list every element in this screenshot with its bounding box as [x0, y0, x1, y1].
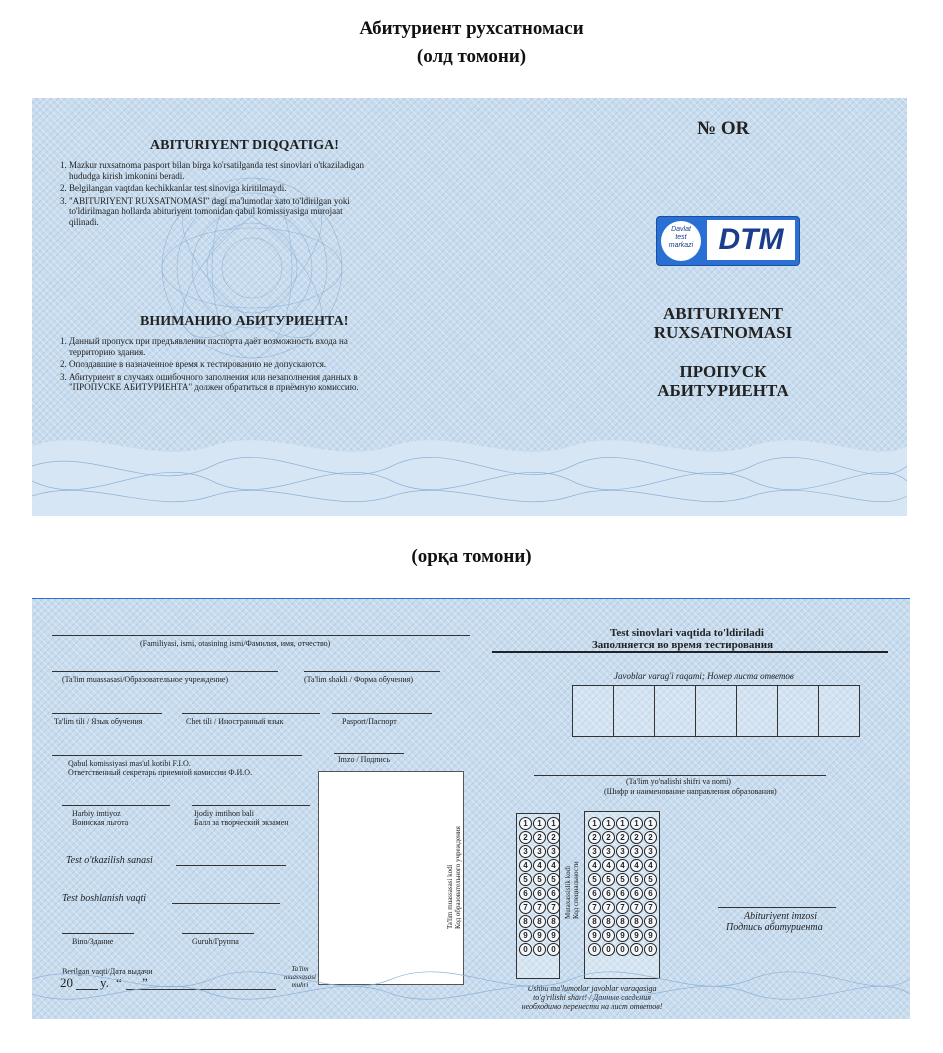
digit-bubble[interactable]: 6 [533, 887, 546, 900]
digit-bubble[interactable]: 3 [519, 845, 532, 858]
passport-label: Pasport/Паспорт [342, 717, 397, 726]
digit-bubble[interactable]: 2 [644, 831, 657, 844]
dtm-logo-emblem [661, 221, 701, 261]
bubble-column [519, 817, 531, 957]
direction-label-ru: (Шифр и наименование направления образования) [604, 787, 777, 796]
digit-bubble[interactable]: 3 [588, 845, 601, 858]
secretary-label [68, 759, 252, 777]
digit-bubble[interactable]: 7 [519, 901, 532, 914]
document-title: Абитуриент рухсатномаси [359, 18, 584, 39]
spec-code-label-ru: Код специальности [572, 861, 580, 919]
digit-bubble[interactable]: 7 [616, 901, 629, 914]
creative-label-uz: Ijodiy imtihon bali [194, 809, 254, 818]
digit-bubble[interactable]: 1 [630, 817, 643, 830]
group-line [182, 933, 254, 934]
digit-bubble[interactable]: 9 [630, 929, 643, 942]
digit-bubble[interactable]: 3 [533, 845, 546, 858]
title-uz [612, 304, 834, 342]
uz-item: 2. Belgilangan vaqtdan kechikkanlar test sinoviga kiritilmaydi. [60, 183, 287, 193]
bubble-column [547, 817, 559, 957]
digit-bubble[interactable]: 8 [630, 915, 643, 928]
issued-year-suffix: y. [100, 975, 109, 990]
spec-code-label [564, 861, 580, 919]
digit-bubble[interactable]: 1 [644, 817, 657, 830]
digit-bubble[interactable]: 3 [547, 845, 560, 858]
building-label: Bino/Здание [72, 937, 114, 946]
pass-number: № OR [697, 118, 750, 139]
secretary-label-uz: Qabul komissiyasi mas'ul kotibi F.I.O. [68, 759, 191, 768]
digit-bubble[interactable]: 1 [547, 817, 560, 830]
group-label: Guruh/Группа [192, 937, 239, 946]
answer-digit-box[interactable] [613, 685, 655, 737]
issued-quote-close: ” [142, 975, 148, 990]
digit-bubble[interactable]: 8 [616, 915, 629, 928]
digit-bubble[interactable]: 3 [602, 845, 615, 858]
digit-bubble[interactable]: 4 [644, 859, 657, 872]
digit-bubble[interactable]: 2 [616, 831, 629, 844]
digit-bubble[interactable]: 2 [588, 831, 601, 844]
digit-bubble[interactable]: 3 [616, 845, 629, 858]
transfer-note-line: необходимо перенести на лист ответов! [521, 1002, 663, 1011]
digit-bubble[interactable]: 6 [519, 887, 532, 900]
uz-attention-heading: ABITURIYENT DIQQATIGA! [150, 138, 339, 153]
digit-bubble[interactable]: 9 [644, 929, 657, 942]
direction-label-uz: (Ta'lim yo'nalishi shifri va nomi) [626, 777, 731, 786]
digit-bubble[interactable]: 1 [519, 817, 532, 830]
bubble-column [602, 817, 614, 957]
digit-bubble[interactable]: 5 [602, 873, 615, 886]
answer-digit-box[interactable] [654, 685, 696, 737]
digit-bubble[interactable]: 6 [616, 887, 629, 900]
secretary-label-ru: Ответственный секретарь приемной комиссии Ф.И.О. [68, 768, 253, 777]
digit-bubble[interactable]: 1 [588, 817, 601, 830]
digit-bubble[interactable]: 0 [630, 943, 643, 956]
test-start-label: Test boshlanish vaqti [62, 893, 147, 904]
title-uz-line: ABITURIYENT [663, 304, 783, 323]
uz-item: hududga kirish imkonini beradi. [60, 170, 185, 181]
building-line [62, 933, 134, 934]
ru-item: территорию здания. [60, 346, 146, 357]
ru-item: 3. Абитуриент в случаях ошибочного заполнения или незаполнения данных в [60, 371, 358, 382]
digit-bubble[interactable]: 4 [602, 859, 615, 872]
edu-code-label [446, 826, 462, 929]
digit-bubble[interactable]: 1 [602, 817, 615, 830]
digit-bubble[interactable]: 2 [547, 831, 560, 844]
dtm-logo [656, 216, 800, 266]
digit-bubble[interactable]: 9 [547, 929, 560, 942]
uz-item: 3. "ABITURIYENT RUXSATNOMASI" dagi ma'lumotlar xato to'ldirilgan yoki [60, 195, 350, 206]
digit-bubble[interactable]: 7 [547, 901, 560, 914]
edu-code-label-ru: Код образовательного учреждения [454, 826, 462, 929]
digit-bubble[interactable]: 5 [616, 873, 629, 886]
bubble-column [630, 817, 642, 957]
applicant-sign-line [718, 907, 836, 908]
wave-pattern [32, 949, 910, 1019]
lang-label: Ta'lim tili / Язык обучения [54, 717, 143, 726]
foreign-line [182, 713, 320, 714]
spec-code-label-uz: Mutaxassislik kodi [564, 865, 572, 919]
digit-bubble[interactable]: 9 [588, 929, 601, 942]
sign-label: Imzo / Подпись [338, 755, 391, 764]
issued-label: Berilgan vaqti/Дата выдачи [62, 967, 153, 976]
digit-bubble[interactable]: 5 [547, 873, 560, 886]
digit-bubble[interactable]: 5 [588, 873, 601, 886]
digit-bubble[interactable]: 0 [519, 943, 532, 956]
digit-bubble[interactable]: 8 [602, 915, 615, 928]
digit-bubble[interactable]: 0 [547, 943, 560, 956]
seal-line: Ta'lim [291, 965, 309, 973]
edu-label: (Ta'lim muassasasi/Образовательное учреждение) [62, 675, 229, 684]
digit-bubble[interactable]: 4 [533, 859, 546, 872]
test-date-line [176, 865, 286, 866]
digit-bubble[interactable]: 9 [519, 929, 532, 942]
front-card [32, 98, 907, 516]
uz-item: 1. Mazkur ruxsatnoma pasport bilan birga ko'rsatilganda test sinovlari o'tkaziladigan [60, 160, 365, 170]
digit-bubble[interactable]: 4 [616, 859, 629, 872]
ru-item: "ПРОПУСКЕ АБИТУРИЕНТА" должен обратиться в приёмную комиссию. [60, 382, 359, 392]
military-label-uz: Harbiy imtiyoz [72, 809, 121, 818]
bubble-column [644, 817, 656, 957]
digit-bubble[interactable]: 7 [533, 901, 546, 914]
digit-bubble[interactable]: 2 [519, 831, 532, 844]
title-uz-line: RUXSATNOMASI [653, 323, 793, 342]
digit-bubble[interactable]: 6 [630, 887, 643, 900]
uz-item: to'ldirilmagan hollarda abituriyent tomonidan qabul komissiyasiga murojaat [60, 206, 343, 216]
edu-line [52, 671, 278, 672]
digit-bubble[interactable]: 5 [519, 873, 532, 886]
creative-label-ru: Балл за творческий экзамен [194, 818, 289, 827]
digit-bubble[interactable]: 2 [602, 831, 615, 844]
issued-year-prefix: 20 [60, 975, 73, 990]
digit-bubble[interactable]: 0 [533, 943, 546, 956]
bubble-column [533, 817, 545, 957]
wave-pattern [32, 426, 907, 516]
digit-bubble[interactable]: 7 [630, 901, 643, 914]
digit-bubble[interactable]: 8 [547, 915, 560, 928]
lang-line [52, 713, 162, 714]
digit-bubble[interactable]: 6 [644, 887, 657, 900]
digit-bubble[interactable]: 9 [533, 929, 546, 942]
title-ru [612, 362, 834, 400]
digit-bubble[interactable]: 5 [630, 873, 643, 886]
digit-bubble[interactable]: 4 [519, 859, 532, 872]
fill-note-rule [492, 651, 888, 653]
creative-label [194, 809, 289, 827]
digit-bubble[interactable]: 8 [533, 915, 546, 928]
creative-line [192, 805, 310, 806]
military-line [62, 805, 170, 806]
digit-bubble[interactable]: 4 [588, 859, 601, 872]
digit-bubble[interactable]: 1 [616, 817, 629, 830]
digit-bubble[interactable]: 8 [519, 915, 532, 928]
seal-line: muhri [291, 981, 309, 989]
answer-digit-box[interactable] [818, 685, 860, 737]
form-label: (Ta'lim shakli / Форма обучения) [304, 675, 413, 684]
ru-item: 1. Данный пропуск при предъявлении паспорта даёт возможность входа на [60, 336, 348, 346]
fio-line [52, 635, 470, 636]
back-card [32, 598, 910, 1019]
uz-item: qilinadi. [60, 216, 99, 227]
digit-bubble[interactable]: 7 [588, 901, 601, 914]
digit-bubble[interactable]: 5 [533, 873, 546, 886]
foreign-label: Chet tili / Иностранный язык [186, 717, 284, 726]
answer-digit-box[interactable] [695, 685, 737, 737]
answer-digit-box[interactable] [736, 685, 778, 737]
fio-label: (Familiyasi, ismi, otasining ismi/Фамилия, имя, отчество) [140, 639, 331, 648]
front-side-label: (олд томони) [416, 46, 527, 67]
applicant-sign-uz: Abituriyent imzosi [744, 911, 818, 922]
digit-bubble[interactable]: 3 [630, 845, 643, 858]
digit-bubble[interactable]: 0 [588, 943, 601, 956]
title-ru-line: АБИТУРИЕНТА [657, 381, 789, 400]
military-label-ru: Воинская льгота [72, 818, 129, 827]
logo-line: markazi [668, 242, 694, 249]
direction-line [534, 775, 826, 776]
digit-bubble[interactable]: 4 [547, 859, 560, 872]
dtm-logo-text: DTM [707, 220, 795, 260]
answer-digit-box[interactable] [572, 685, 614, 737]
digit-bubble[interactable]: 0 [644, 943, 657, 956]
back-side-label: (орқа томони) [411, 546, 532, 567]
sign-line [334, 753, 404, 754]
military-label [72, 809, 128, 827]
secretary-line [52, 755, 302, 756]
uz-attention-list [60, 160, 364, 227]
digit-bubble[interactable]: 2 [630, 831, 643, 844]
bubble-column [588, 817, 600, 957]
title-ru-line: ПРОПУСК [679, 362, 767, 381]
transfer-note-line: Ushbu ma'lumotlar javoblar varaqasiga [527, 984, 657, 993]
form-line [304, 671, 440, 672]
digit-bubble[interactable]: 6 [547, 887, 560, 900]
digit-bubble[interactable]: 5 [644, 873, 657, 886]
digit-bubble[interactable]: 8 [588, 915, 601, 928]
answer-sheet-label: Javoblar varag'i raqami; Номер листа ответов [614, 671, 794, 681]
ru-attention-heading: ВНИМАНИЮ АБИТУРИЕНТА! [140, 314, 349, 329]
digit-bubble[interactable]: 2 [533, 831, 546, 844]
digit-bubble[interactable]: 0 [602, 943, 615, 956]
digit-bubble[interactable]: 0 [616, 943, 629, 956]
digit-bubble[interactable]: 8 [644, 915, 657, 928]
test-start-line [172, 903, 280, 904]
seal-line: muassasasi [284, 973, 316, 981]
ru-item: 2. Опоздавшие в назначенное время к тестированию не допускаются. [60, 359, 327, 369]
logo-line: Davlat [671, 226, 691, 233]
edu-code-label-uz: Ta'lim muassasasi kodi [446, 864, 454, 929]
transfer-note-line: to'g'rilishi shart! / Данные сведения [533, 993, 651, 1002]
digit-bubble[interactable]: 9 [602, 929, 615, 942]
issued-quote-open: “ [116, 975, 122, 990]
digit-bubble[interactable]: 9 [616, 929, 629, 942]
test-date-label: Test o'tkazilish sanasi [66, 855, 153, 866]
answer-digit-box[interactable] [777, 685, 819, 737]
digit-bubble[interactable]: 7 [602, 901, 615, 914]
applicant-sign-ru: Подпись абитуриента [726, 922, 823, 933]
digit-bubble[interactable]: 6 [588, 887, 601, 900]
fill-note-ru: Заполняется во время тестирования [592, 639, 774, 651]
digit-bubble[interactable]: 4 [630, 859, 643, 872]
fill-note-uz: Test sinovlari vaqtida to'ldiriladi [610, 627, 764, 639]
digit-bubble[interactable]: 1 [533, 817, 546, 830]
bubble-column [616, 817, 628, 957]
passport-line [332, 713, 432, 714]
ru-attention-list [60, 336, 359, 393]
digit-bubble[interactable]: 7 [644, 901, 657, 914]
digit-bubble[interactable]: 3 [644, 845, 657, 858]
digit-bubble[interactable]: 6 [602, 887, 615, 900]
logo-line: test [675, 234, 687, 241]
